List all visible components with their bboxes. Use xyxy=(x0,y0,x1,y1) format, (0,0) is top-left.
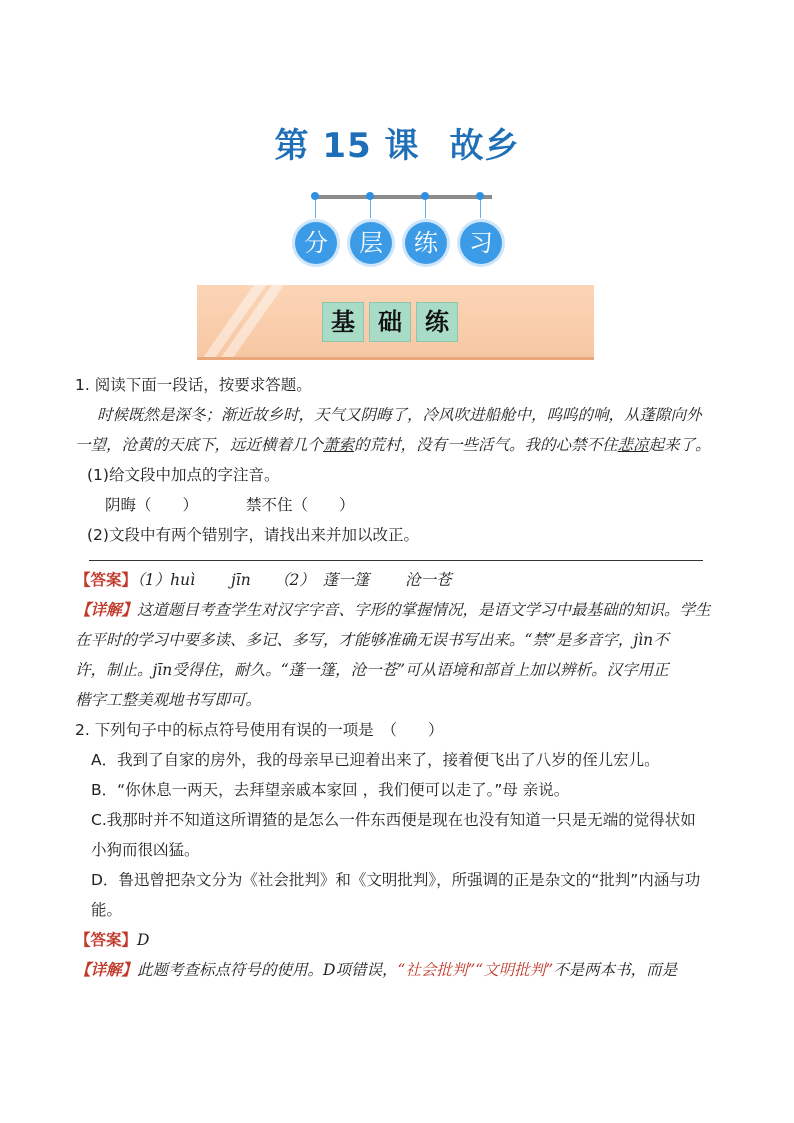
bead-string xyxy=(370,200,371,218)
page-title xyxy=(0,118,794,167)
option-c[interactable]: C.我那时并不知道这所谓猹的是怎么一件东西便是现在也没有知道一只是无端的觉得状如 xyxy=(91,811,696,829)
lesson-number: 第 15 课 xyxy=(274,126,420,166)
lesson-name: 故乡 xyxy=(449,126,520,166)
sub-question-2: (2)文段中有两个错别字，请找出来并加以改正。 xyxy=(87,526,419,544)
question-2-stem: 2. 下列句子中的标点符号使用有误的一项是 （ ） xyxy=(75,721,444,739)
bead-string xyxy=(480,200,481,218)
badge-circle: 层 xyxy=(350,222,392,264)
bead-string xyxy=(315,200,316,218)
badge-circle: 练 xyxy=(405,222,447,264)
detail-line: 在平时的学习中要多读、多记、多写，才能够准确无误书写出来。“禁”是多音字，jìn不 xyxy=(75,631,669,649)
sub-question-1: (1)给文段中加点的字注音。 xyxy=(87,466,280,484)
layered-practice-badges xyxy=(0,222,794,266)
detail-line: 【详解】这道题目考查学生对汉字字音、字形的掌握情况，是语文学习中最基础的知识。学生 xyxy=(75,600,711,619)
option-a[interactable]: A．我到了自家的房外，我的母亲早已迎着出来了，接着便飞出了八岁的侄儿宏儿。 xyxy=(91,751,660,769)
detail-line: 楷字工整美观地书写即可。 xyxy=(75,691,262,709)
answer-line[interactable] xyxy=(89,560,703,561)
badge-circle: 习 xyxy=(460,222,502,264)
detail-tag: 【详解】 xyxy=(75,600,138,619)
underlined-word: 萧索 xyxy=(323,436,355,454)
section-title-tiles xyxy=(0,302,794,342)
passage-line: 时候既然是深冬；渐近故乡时，天气又阴晦了，冷风吹进船舱中，呜呜的响，从蓬隙向外 xyxy=(97,406,702,424)
option-b[interactable]: B．“你休息一两天，去拜望亲戚本家回 ，我们便可以走了。”母 亲说。 xyxy=(91,781,570,799)
bead xyxy=(421,192,429,200)
badge-circle: 分 xyxy=(295,222,337,264)
detail-tag: 【详解】 xyxy=(75,960,138,979)
exercise-content xyxy=(75,370,725,985)
passage-line: 一望，沧黄的天底下，远近横着几个萧索的荒村，没有一些活气。我的心禁不住悲凉起来了。 xyxy=(75,436,711,454)
section-tile: 练 xyxy=(416,302,458,342)
question-1-stem: 1. 阅读下面一段话，按要求答题。 xyxy=(75,376,312,394)
answer-tag: 【答案】 xyxy=(75,571,138,589)
blank-yinhui[interactable]: 阴晦（ ） xyxy=(105,496,199,514)
bead xyxy=(476,192,484,200)
detail-line: 许，制止。jīn受得住，耐久。“蓬一篷，沧一苍”可从语境和部首上加以辨析。汉字用正 xyxy=(75,661,669,679)
answer-q2: 【答案】D xyxy=(75,931,150,949)
blank-jinbuzhu[interactable]: 禁不住（ ） xyxy=(246,496,355,514)
option-c-cont: 小狗而很凶猛。 xyxy=(91,841,200,859)
answer-tag: 【答案】 xyxy=(75,931,138,949)
answer-q1: 【答案】（1）huì jīn （2） 蓬一篷 沧一苍 xyxy=(75,571,452,589)
bead xyxy=(311,192,319,200)
option-d[interactable]: D．鲁迅曾把杂文分为《社会批判》和《文明批判》，所强调的正是杂文的“批判”内涵与功 xyxy=(91,871,701,889)
underlined-word: 悲凉 xyxy=(617,436,649,454)
section-tile: 基 xyxy=(322,302,364,342)
pinyin-blanks xyxy=(75,490,725,520)
bead xyxy=(366,192,374,200)
option-d-cont: 能。 xyxy=(91,901,123,919)
section-tile: 础 xyxy=(369,302,411,342)
detail-line: 【详解】此题考查标点符号的使用。D项错误，“社会批判”“文明批判”不是两本书，而是 xyxy=(75,960,678,979)
bead-string xyxy=(425,200,426,218)
